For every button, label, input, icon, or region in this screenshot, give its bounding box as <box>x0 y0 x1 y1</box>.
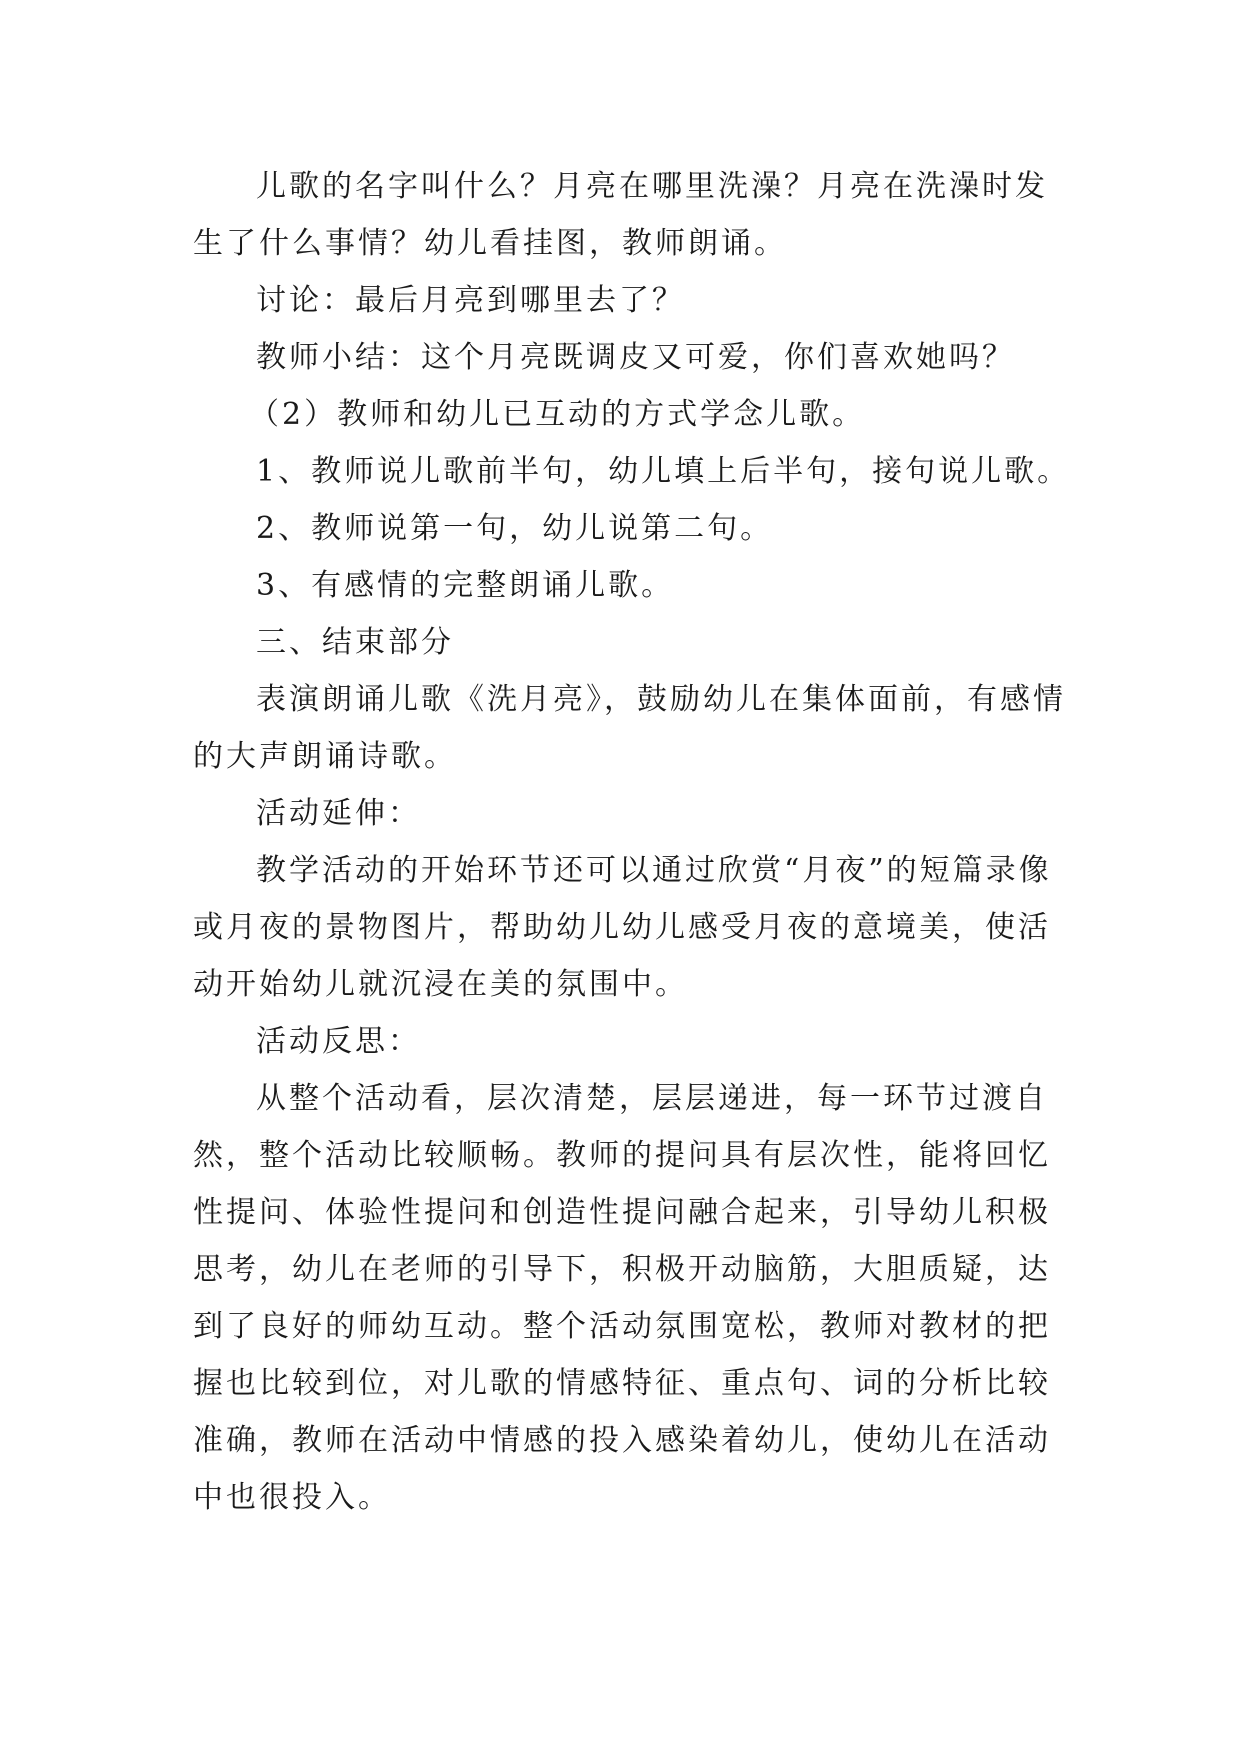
paragraph-teacher-summary: 教师小结：这个月亮既调皮又可爱，你们喜欢她吗？ <box>256 340 1015 375</box>
document-body <box>193 158 1073 1526</box>
paragraph-discussion: 讨论：最后月亮到哪里去了？ <box>256 283 685 318</box>
paragraph-item-1: 1、教师说儿歌前半句，幼儿填上后半句，接句说儿歌。 <box>256 454 1071 489</box>
section-heading-extension: 活动延伸： <box>256 796 421 831</box>
section-heading-reflection: 活动反思： <box>256 1024 421 1059</box>
paragraph-step-2: （2）教师和幼儿已互动的方式学念儿歌。 <box>249 397 866 432</box>
paragraph-questions: 儿歌的名字叫什么？月亮在哪里洗澡？月亮在洗澡时发生了什么事情？幼儿看挂图，教师朗诵。 <box>193 169 1048 261</box>
paragraph-performance: 表演朗诵儿歌《洗月亮》，鼓励幼儿在集体面前，有感情的大声朗诵诗歌。 <box>193 682 1066 774</box>
paragraph-extension: 教学活动的开始环节还可以通过欣赏“月夜”的短篇录像或月夜的景物图片，帮助幼儿幼儿感受月夜的意境美，使活动开始幼儿就沉浸在美的氛围中。 <box>193 853 1052 1002</box>
paragraph-item-3: 3、有感情的完整朗诵儿歌。 <box>256 568 675 603</box>
paragraph-reflection: 从整个活动看，层次清楚，层层递进，每一环节过渡自然，整个活动比较顺畅。教师的提问具有层次性，能将回忆性提问、体验性提问和创造性提问融合起来，引导幼儿积极思考，幼儿在老师的引导下，积极开动脑筋，大胆质疑，达到了良好的师幼互动。整个活动氛围宽松，教师对教材的把握也比较到位，对儿歌的情感特征、重点句、词的分析比较准确，教师在活动中情感的投入感染着幼儿，使幼儿在活动中也很投入。 <box>193 1081 1051 1515</box>
paragraph-item-2: 2、教师说第一句，幼儿说第二句。 <box>256 511 774 546</box>
section-heading-ending: 三、结束部分 <box>256 625 454 660</box>
